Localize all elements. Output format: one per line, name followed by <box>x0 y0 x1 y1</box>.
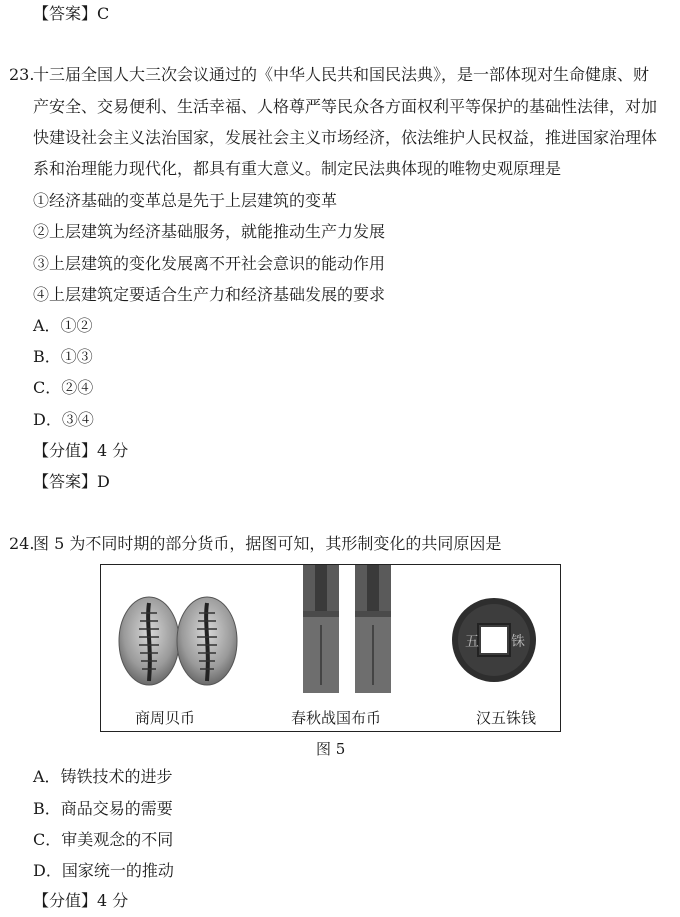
statement-2: ②上层建筑为经济基础服务，就能推动生产力发展 <box>33 222 386 241</box>
option-a: A．①② <box>33 316 93 335</box>
figure-label: 图 5 <box>316 740 346 758</box>
coin-char-wu: 五 <box>465 634 479 650</box>
caption-shell-money: 商周贝币 <box>135 709 196 727</box>
caption-spade-money: 春秋战国布币 <box>291 709 382 727</box>
wuzhu-coin-image <box>449 595 539 685</box>
score-label: 【分值】4 分 <box>33 891 129 910</box>
question-text: 图 5 为不同时期的部分货币，据图可知，其形制变化的共同原因是 <box>33 534 502 553</box>
shell-money-image <box>113 593 243 693</box>
statement-4: ④上层建筑定要适合生产力和经济基础发展的要求 <box>33 285 386 304</box>
option-d: D．国家统一的推动 <box>33 861 174 880</box>
currency-figure <box>100 564 561 732</box>
statement-1: ①经济基础的变革总是先于上层建筑的变革 <box>33 191 338 210</box>
option-b: B．①③ <box>33 347 93 366</box>
question-text-line: 产安全、交易便利、生活幸福、人格尊严等民众各方面权利平等保护的基础性法律，对加 <box>33 97 658 116</box>
option-c: C．审美观念的不同 <box>33 830 174 849</box>
score-label: 【分值】4 分 <box>33 441 129 460</box>
question-number: 23. <box>9 65 35 84</box>
coin-char-zhu: 铢 <box>511 634 525 650</box>
statement-3: ③上层建筑的变化发展离不开社会意识的能动作用 <box>33 254 386 273</box>
option-c: C．②④ <box>33 378 94 397</box>
answer-label: 【答案】D <box>33 472 110 491</box>
caption-wuzhu-coin: 汉五铢钱 <box>476 709 537 727</box>
previous-answer: 【答案】C <box>33 4 110 23</box>
question-text-line: 系和治理能力现代化，都具有重大意义。制定民法典体现的唯物史观原理是 <box>33 159 562 178</box>
question-text-line: 十三届全国人大三次会议通过的《中华人民共和国民法典》，是一部体现对生命健康、财 <box>33 65 650 84</box>
spade-money-image <box>293 565 403 695</box>
question-text-line: 快建设社会主义法治国家，发展社会主义市场经济，依法维护人民权益，推进国家治理体 <box>33 128 658 147</box>
option-a: A．铸铁技术的进步 <box>33 767 173 786</box>
option-b: B．商品交易的需要 <box>33 799 173 818</box>
question-number: 24. <box>9 534 35 553</box>
option-d: D．③④ <box>33 410 94 429</box>
